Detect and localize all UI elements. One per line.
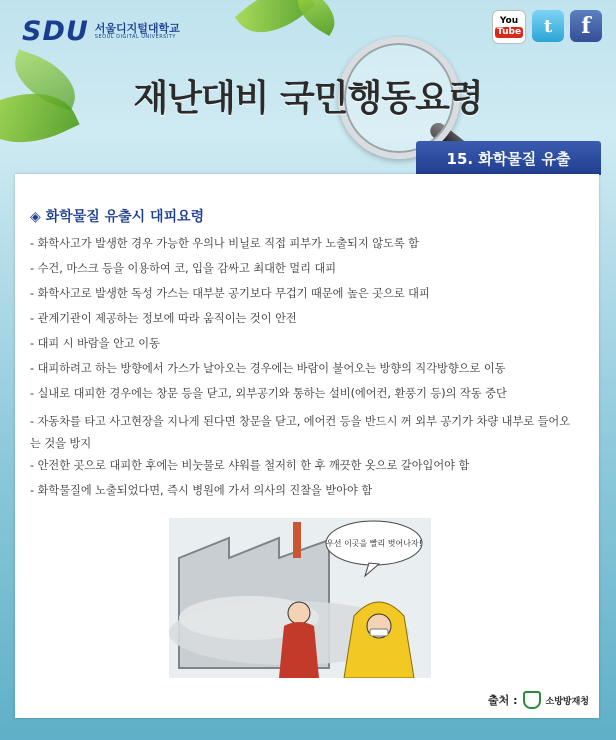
sdu-logo[interactable] (22, 16, 180, 47)
source-org: 소방방재청 (545, 696, 589, 707)
youtube-icon[interactable] (492, 10, 526, 44)
youtube-bottom: Tube (496, 26, 522, 37)
logo-text (95, 23, 180, 41)
content-panel (15, 174, 599, 718)
source-credit (488, 691, 589, 709)
youtube-top: You (499, 15, 519, 26)
person-red-head (288, 602, 310, 624)
logo-english: SEOUL DIGITAL UNIVERSITY (94, 33, 176, 40)
guideline-list (30, 236, 590, 508)
list-item: - 대피하려고 하는 방향에서 가스가 날아오는 경우에는 바람이 불어오는 방향의 직각방향으로 이동 (30, 362, 506, 375)
list-item: - 화학물질에 노출되었다면, 즉시 병원에 가서 의사의 진찰을 받아야 함 (30, 484, 373, 497)
topic-banner: 15. 화학물질 유출 (416, 141, 601, 175)
list-item: - 수건, 마스크 등을 이용하여 코, 입을 감싸고 최대한 멀리 대피 (30, 262, 337, 275)
list-item: - 화학사고로 발생한 독성 가스는 대부분 공기보다 무겁기 때문에 높은 곳으로 대피 (30, 287, 430, 300)
page-title: 재난대비 국민행동요령 (133, 78, 483, 119)
list-item: - 대피 시 바람을 안고 이동 (30, 337, 160, 350)
list-item: - 자동차를 타고 사고현장을 지나게 된다면 창문을 닫고, 에어컨 등을 반드시 꺼 외부 공기가 차량 내부로 들어오는 것을 방지 (30, 415, 571, 450)
list-item: - 실내로 대피한 경우에는 창문 등을 닫고, 외부공기와 통하는 설비(에어컨, 환풍기 등)의 작동 중단 (30, 387, 507, 400)
list-item: - 화학사고가 발생한 경우 가능한 우의나 비닐로 직접 피부가 노출되지 않도록 함 (30, 237, 419, 250)
source-label: 출처 : (488, 694, 518, 707)
speech-text: 우선 이곳을 빨리 벗어나자! (326, 539, 422, 548)
list-item: - 안전한 곳으로 대피한 후에는 비눗물로 샤워를 철저히 한 후 깨끗한 옷으로 갈아입어야 함 (30, 459, 470, 472)
social-links (492, 10, 602, 44)
nema-logo-icon (523, 691, 541, 709)
facebook-icon[interactable]: f (570, 10, 602, 42)
person-red-body (279, 622, 319, 678)
factory-chimney (293, 522, 301, 558)
twitter-icon[interactable]: t (532, 10, 564, 42)
section-title: ◈ 화학물질 유출시 대피요령 (30, 209, 205, 225)
logo-korean: 서울디지털대학교 (94, 21, 180, 35)
logo-mark: SDU (22, 16, 89, 47)
mask (370, 629, 388, 636)
list-item: - 관계기관이 제공하는 정보에 따라 움직이는 것이 안전 (30, 312, 297, 325)
evacuation-illustration (169, 518, 431, 678)
